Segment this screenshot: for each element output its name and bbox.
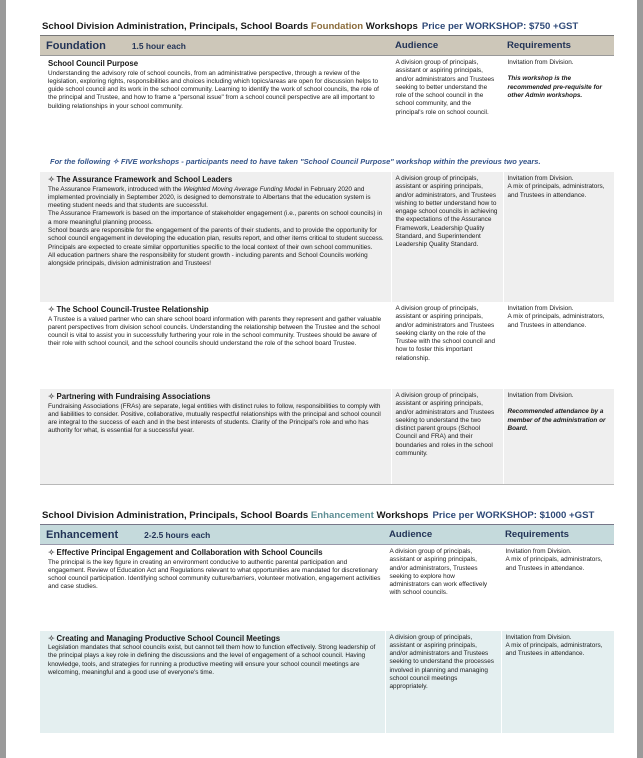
workshop-description-cell — [40, 172, 391, 302]
workshop-audience: A division group of principals, assistant or aspiring principals, and/or administrators and Trustees seeking to understand the two distinct parent groups (School Council and FRA) and their boundaries and roles in the school community. — [391, 389, 503, 484]
foundation-requirements-header: Requirements — [503, 36, 614, 56]
workshop-row — [40, 172, 614, 302]
workshop-description: Understanding the advisory role of school councils, from an administrative perspective, through a review of the legislation, exploring rights, responsibilities and choices including which topics/areas are open for discussion helps to guide school council and its work in the school community. Learning to identify the work of school councils, the role of the principal and Trustee, and how to frame a "personal issue" from a school council perspective are all important to building relationships in your school community. — [48, 69, 379, 110]
workshop-requirements: Invitation from Division. A mix of principals, administrators, and Trustees in attendance. — [501, 545, 614, 631]
foundation-table — [40, 35, 614, 148]
enhancement-requirements-header: Requirements — [501, 525, 614, 545]
foundation-more-table — [40, 172, 614, 485]
enhancement-heading-lead: School Division Administration, Principals, School Boards — [42, 510, 311, 521]
workshop-title: Effective Principal Engagement and Collaboration with School Councils — [56, 548, 323, 557]
workshop-row — [40, 631, 614, 733]
workshop-row — [40, 302, 614, 389]
sparkle-icon: ✧ — [48, 305, 55, 314]
foundation-heading — [42, 21, 578, 32]
sparkle-icon: ✧ — [48, 548, 55, 557]
workshop-audience: A division group of principals, assistant or aspiring principals, and/or administrators and Trustees seeking clarity on the role of the Trustee with the school council and how to foster this important relationship. — [391, 302, 503, 389]
foundation-duration: 1.5 hour each — [131, 40, 186, 51]
workshop-description-cell — [40, 56, 391, 148]
workshop-description-cell — [40, 389, 391, 484]
foundation-heading-accent: Foundation — [310, 21, 364, 32]
workshop-audience: A division group of principals, assistant or aspiring principals, and/or administrators and Trustees seeking to understand the processes involved in planning and managing school council meetings appropriately. — [385, 631, 501, 733]
workshop-requirements: Invitation from Division. Recommended attendance by a member of the administration or Board. — [503, 389, 614, 484]
workshop-description-cell — [40, 631, 385, 733]
workshop-audience: A division group of principals, assistant or aspiring principals, and/or administrators and Trustees seeking to better understand the role of the school council in the school community, and the principal's role on school council. — [391, 56, 503, 148]
foundation-audience-header: Audience — [391, 36, 503, 56]
workshop-audience: A division group of principals, assistant or aspiring principals, and/or administrators, Trustees seeking to explore how administrators can work effectively with school councils. — [385, 545, 501, 631]
sparkle-icon: ✧ — [48, 175, 55, 184]
requirement-note: This workshop is the recommended pre-requisite for other Admin workshops. — [507, 75, 602, 99]
foundation-band — [40, 36, 614, 56]
enhancement-heading-accent: Enhancement — [310, 510, 374, 521]
workshop-title: Creating and Managing Productive School Council Meetings — [56, 633, 281, 643]
workshop-title: The School Council-Trustee Relationship — [56, 305, 209, 314]
foundation-price: Price per WORKSHOP: $750 +GST — [421, 21, 579, 32]
enhancement-heading-trail: Workshops — [373, 510, 429, 521]
requirement-invitation: Invitation from Division. — [507, 59, 574, 66]
foundation-heading-lead: School Division Administration, Principals, School Boards — [42, 21, 311, 32]
foundation-band-section: Foundation 1.5 hour each — [40, 36, 391, 56]
enhancement-audience-header: Audience — [385, 525, 501, 545]
workshop-description-3: School boards are responsible for the engagement of the parents of their students, and to provide the opportunity for school council engagement in developing the education plan, results report, and other items critical to student success. Principals are expected to create similar opportunities specific to the local context of their own school communities. — [48, 226, 384, 251]
workshop-description-4: All education partners share the responsibility for student growth - including parents and School Councils working alongside principals, division administration and Trustees! — [48, 251, 368, 268]
workshop-requirements — [503, 56, 614, 148]
enhancement-table — [40, 524, 614, 733]
enhancement-heading — [42, 510, 594, 521]
workshop-row — [40, 389, 614, 484]
foundation-heading-trail: Workshops — [363, 21, 418, 32]
workshop-description: The principal is the key figure in creating an environment conducive to authentic parental participation and engagement. Review of Education Act and Regulations relevant to what opportunities are mandated for discretionary school council participation. Identifying school community culture/barriers, volunteer motivation, engagement activities and case studies. — [48, 558, 381, 591]
workshop-description-cell — [40, 302, 391, 389]
workshop-title: The Assurance Framework and School Leaders — [56, 175, 233, 184]
workshop-description: A Trustee is a valued partner who can share school board information with parents they represent and gather valuable parent perspectives from division school councils. Understanding the relationship between the Trustee and the school council is vital to assist you in successfully furthering your role in the school community. Trustees should be aware of their role with school council, and the school councils should understand the role of the school board Trustee. — [48, 315, 382, 348]
workshop-requirements: Invitation from Division. A mix of principals, administrators, and Trustees in attendance. — [501, 631, 614, 733]
workshop-description: Fundraising Associations (FRAs) are separate, legal entities with distinct rules to follow, responsibilities to comply with and liabilities to consider. Positive, collaborative, mutually respectful relationships with the principal and school council are integral to the success of each and in the best interests of students. Clarity of the Principal's role and who has authority for what, is essential for a successful year. — [48, 402, 381, 435]
workshop-description-2: The Assurance Framework is based on the importance of stakeholder engagement (i.e., parents on school councils) in a more meaningful planning process. — [48, 210, 383, 226]
workshop-row — [40, 545, 614, 631]
sparkle-icon: ✧ — [48, 633, 55, 643]
enhancement-band-section: Enhancement 2-2.5 hours each — [40, 525, 385, 545]
enhancement-price: Price per WORKSHOP: $1000 +GST — [432, 510, 595, 521]
workshop-requirements: Invitation from Division. A mix of principals, administrators, and Trustees in attendance. — [503, 302, 614, 389]
enhancement-duration: 2-2.5 hours each — [144, 529, 211, 540]
workshop-description-cell — [40, 545, 385, 631]
workshop-title: School Council Purpose — [48, 59, 139, 68]
workshop-audience: A division group of principals, assistant or aspiring principals, and/or administrators, and Trustees wishing to better understand how to engage school councils in achieving the expectations of the Assurance Framework, Leadership Quality Standard, and Superintendent Leadership Quality Standard. — [391, 172, 503, 302]
prerequisite-note: For the following ✧ FIVE workshops - participants need to have taken "School Council Purpose" workshop within the previous two years. — [50, 157, 541, 166]
workshop-row — [40, 56, 614, 148]
sparkle-icon: ✧ — [48, 392, 55, 401]
enhancement-band — [40, 525, 614, 545]
workshop-description: The Assurance Framework, introduced with the Weighted Moving Average Funding Model in February 2020 and implemented provincially in September 2020, is designed to demonstrate to Albertans that the education system is meeting student needs and that students are successful. — [48, 185, 371, 210]
document-page — [6, 0, 637, 758]
workshop-title: Partnering with Fundraising Associations — [56, 392, 211, 401]
workshop-requirements: Invitation from Division. A mix of principals, administrators, and Trustees in attendance. — [503, 172, 614, 302]
workshop-description: Legislation mandates that school councils exist, but cannot tell them how to function effectively. Strong leadership of the principal plays a key role in defining the discussions and the level of engagement of a school council. Having knowledge, tools, and strategies for running a productive meeting will ensure your school council meetings are welcoming, meaningful and a good use of everyone's time. — [48, 644, 376, 676]
